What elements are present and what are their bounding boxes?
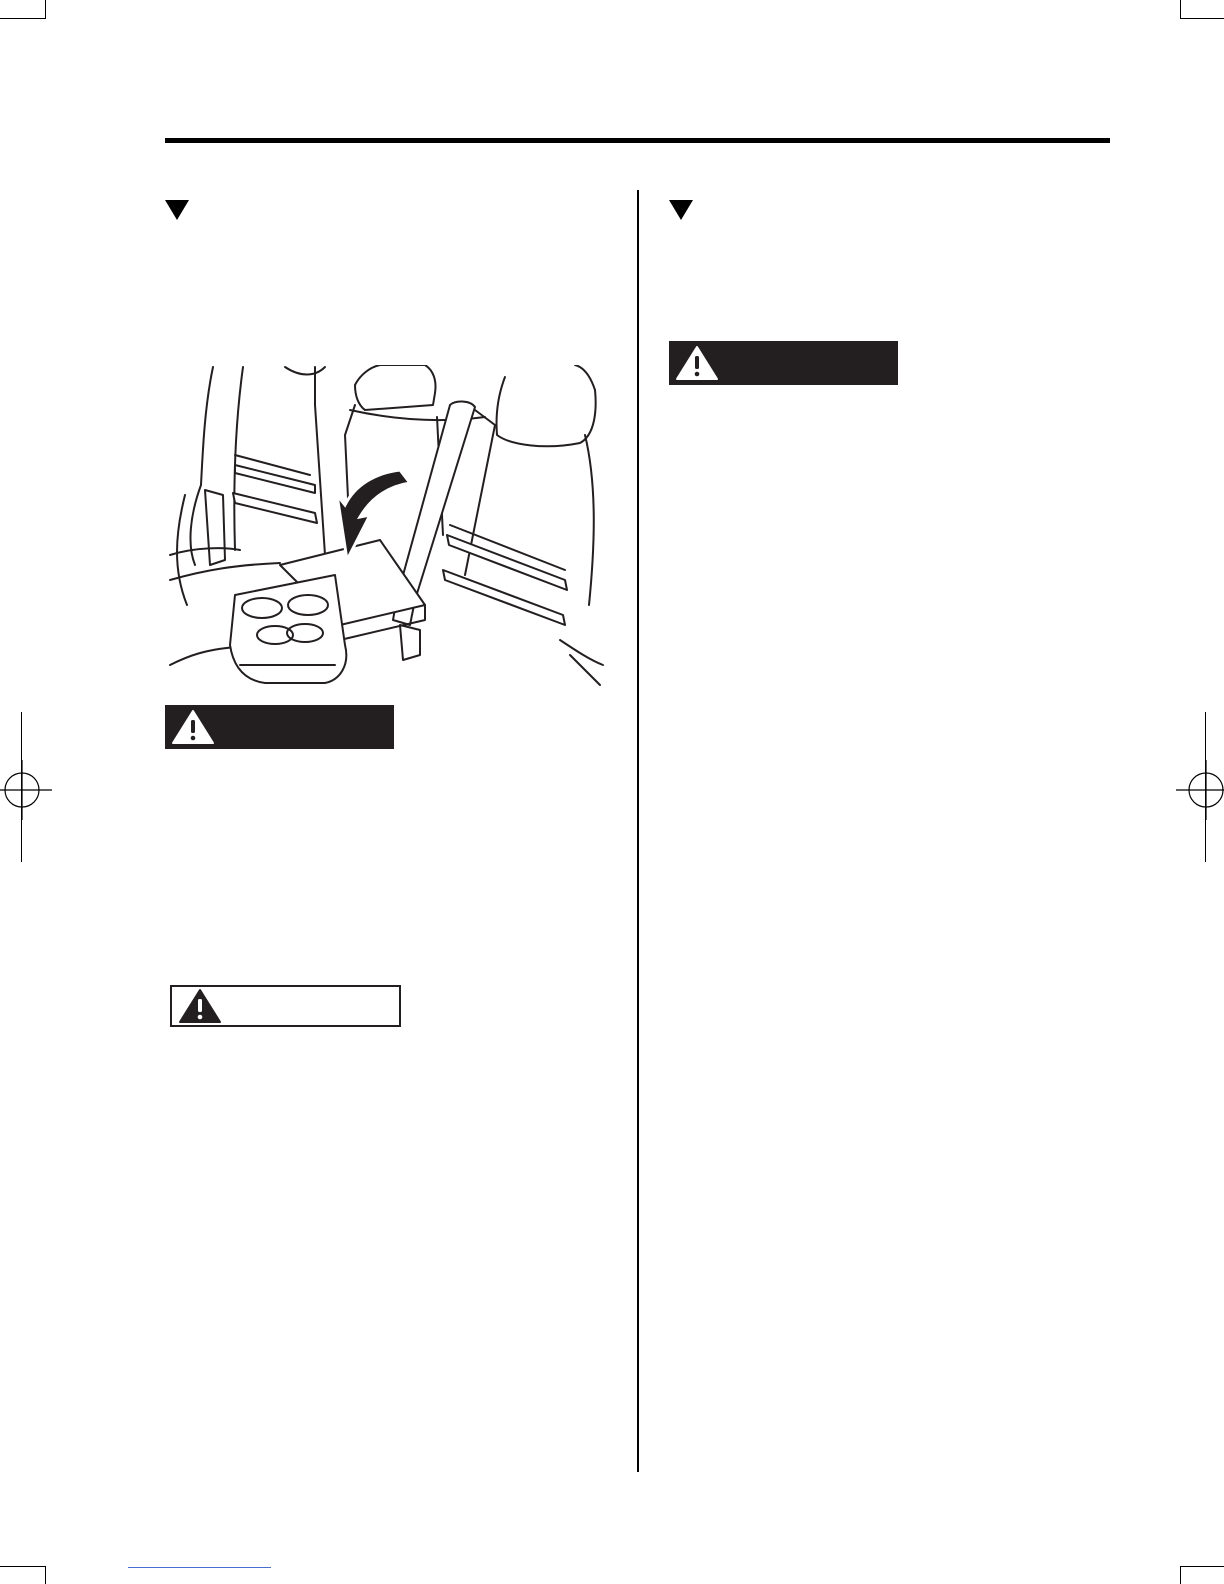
crop-mark-bottom-right-v bbox=[1180, 1566, 1181, 1584]
rear-seat-armrest-illustration bbox=[165, 365, 605, 690]
warning-triangle-icon bbox=[675, 345, 719, 381]
column-divider bbox=[637, 190, 639, 1472]
crop-mark-top-left-h bbox=[0, 18, 46, 19]
crop-mark-top-right-h bbox=[1180, 18, 1224, 19]
bottom-link-underline[interactable] bbox=[128, 1567, 271, 1568]
crop-mark-top-left-v bbox=[45, 0, 46, 18]
registration-mark-left-icon bbox=[0, 760, 52, 820]
registration-line-right bbox=[1205, 712, 1206, 862]
warning-label-right bbox=[669, 341, 898, 385]
crop-mark-bottom-right-h bbox=[1180, 1566, 1224, 1567]
warning-label-left bbox=[165, 705, 394, 749]
registration-line-left bbox=[21, 712, 22, 862]
warning-triangle-icon bbox=[178, 988, 222, 1024]
crop-mark-bottom-left-h bbox=[0, 1566, 46, 1567]
header-rule bbox=[165, 138, 1110, 143]
crop-mark-top-right-v bbox=[1180, 0, 1181, 18]
registration-mark-right-icon bbox=[1176, 760, 1224, 820]
section-marker-triangle-icon bbox=[165, 200, 189, 220]
section-marker-triangle-icon bbox=[669, 200, 693, 220]
caution-label-left bbox=[170, 985, 401, 1027]
warning-triangle-icon bbox=[171, 709, 215, 745]
crop-mark-bottom-left-v bbox=[45, 1566, 46, 1584]
